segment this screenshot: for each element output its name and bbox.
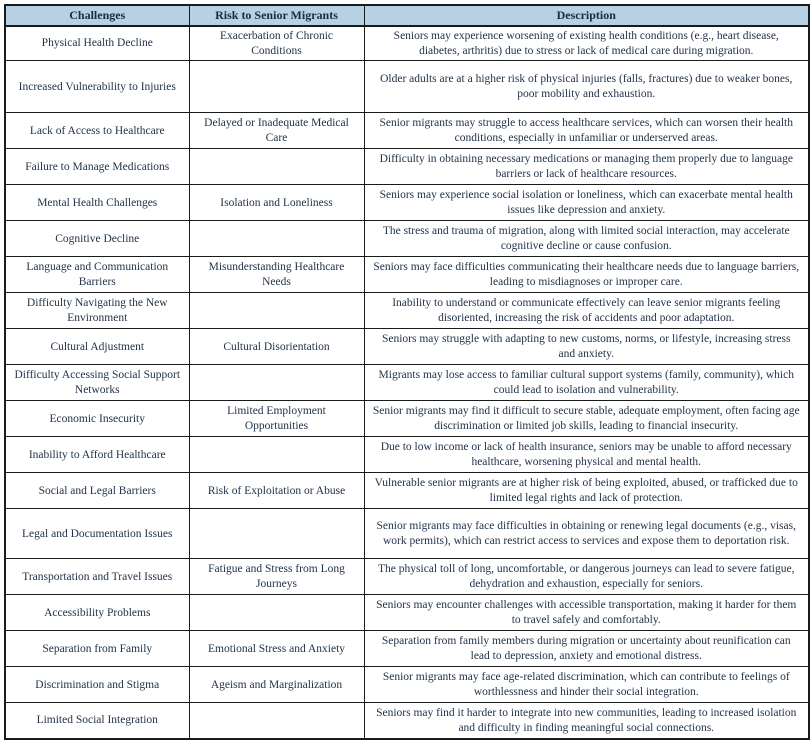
cell-risk bbox=[189, 149, 364, 185]
table-header bbox=[5, 5, 809, 26]
cell-challenge: Difficulty Navigating the New Environment bbox=[5, 293, 189, 329]
cell-description: Seniors may experience worsening of existing health conditions (e.g., heart disease, diabetes, arthritis) due to stress or lack of medical care during migration. bbox=[364, 26, 809, 61]
cell-challenge: Language and Communication Barriers bbox=[5, 257, 189, 293]
cell-description: Vulnerable senior migrants are at higher risk of being exploited, abused, or trafficked due to limited legal rights and lack of protection. bbox=[364, 473, 809, 509]
cell-challenge: Increased Vulnerability to Injuries bbox=[5, 61, 189, 113]
cell-risk: Delayed or Inadequate Medical Care bbox=[189, 113, 364, 149]
cell-description: Difficulty in obtaining necessary medications or managing them properly due to language barriers or lack of healthcare resources. bbox=[364, 149, 809, 185]
cell-description: Due to low income or lack of health insurance, seniors may be unable to afford necessary healthcare, worsening physical and mental health. bbox=[364, 437, 809, 473]
cell-risk bbox=[189, 61, 364, 113]
table-row bbox=[5, 61, 809, 113]
cell-risk: Cultural Disorientation bbox=[189, 329, 364, 365]
cell-challenge: Failure to Manage Medications bbox=[5, 149, 189, 185]
cell-description: Older adults are at a higher risk of physical injuries (falls, fractures) due to weaker bones, poor mobility and exhaustion. bbox=[364, 61, 809, 113]
cell-risk bbox=[189, 703, 364, 739]
table-row bbox=[5, 293, 809, 329]
cell-challenge: Inability to Afford Healthcare bbox=[5, 437, 189, 473]
cell-risk bbox=[189, 365, 364, 401]
cell-description: The stress and trauma of migration, along with limited social interaction, may accelerate cognitive decline or cause confusion. bbox=[364, 221, 809, 257]
table-row bbox=[5, 509, 809, 559]
header-description: Description bbox=[364, 5, 809, 26]
header-challenges: Challenges bbox=[5, 5, 189, 26]
cell-description: Seniors may struggle with adapting to new customs, norms, or lifestyle, increasing stress and anxiety. bbox=[364, 329, 809, 365]
cell-challenge: Mental Health Challenges bbox=[5, 185, 189, 221]
cell-challenge: Legal and Documentation Issues bbox=[5, 509, 189, 559]
table-row bbox=[5, 667, 809, 703]
table-row bbox=[5, 559, 809, 595]
header-row bbox=[5, 5, 809, 26]
cell-risk: Exacerbation of Chronic Conditions bbox=[189, 26, 364, 61]
header-risk: Risk to Senior Migrants bbox=[189, 5, 364, 26]
table-body bbox=[5, 26, 809, 739]
cell-challenge: Cultural Adjustment bbox=[5, 329, 189, 365]
table-row bbox=[5, 221, 809, 257]
cell-challenge: Economic Insecurity bbox=[5, 401, 189, 437]
table-row bbox=[5, 401, 809, 437]
cell-description: The physical toll of long, uncomfortable, or dangerous journeys can lead to severe fatigue, dehydration and exhaustion, especially for seniors. bbox=[364, 559, 809, 595]
cell-risk: Risk of Exploitation or Abuse bbox=[189, 473, 364, 509]
cell-risk: Isolation and Loneliness bbox=[189, 185, 364, 221]
cell-risk bbox=[189, 595, 364, 631]
cell-risk: Limited Employment Opportunities bbox=[189, 401, 364, 437]
table-row bbox=[5, 595, 809, 631]
cell-risk bbox=[189, 437, 364, 473]
table-row bbox=[5, 631, 809, 667]
cell-description: Seniors may encounter challenges with accessible transportation, making it harder for them to travel safely and comfortably. bbox=[364, 595, 809, 631]
table-row bbox=[5, 365, 809, 401]
cell-challenge: Discrimination and Stigma bbox=[5, 667, 189, 703]
cell-description: Seniors may find it harder to integrate into new communities, leading to increased isolation and difficulty in finding meaningful social connections. bbox=[364, 703, 809, 739]
cell-risk bbox=[189, 221, 364, 257]
cell-description: Senior migrants may face difficulties in obtaining or renewing legal documents (e.g., visas, work permits), which can restrict access to services and expose them to deportation risk. bbox=[364, 509, 809, 559]
cell-challenge: Separation from Family bbox=[5, 631, 189, 667]
table-row bbox=[5, 26, 809, 61]
table-row bbox=[5, 473, 809, 509]
cell-risk: Emotional Stress and Anxiety bbox=[189, 631, 364, 667]
cell-description: Inability to understand or communicate effectively can leave senior migrants feeling disoriented, increasing the risk of accidents and poor adaptation. bbox=[364, 293, 809, 329]
cell-risk bbox=[189, 509, 364, 559]
cell-risk: Ageism and Marginalization bbox=[189, 667, 364, 703]
table-row bbox=[5, 185, 809, 221]
cell-description: Senior migrants may find it difficult to secure stable, adequate employment, often facing age discrimination or limited job skills, leading to financial insecurity. bbox=[364, 401, 809, 437]
table-row bbox=[5, 257, 809, 293]
cell-challenge: Accessibility Problems bbox=[5, 595, 189, 631]
cell-risk: Misunderstanding Healthcare Needs bbox=[189, 257, 364, 293]
table-row bbox=[5, 437, 809, 473]
cell-challenge: Physical Health Decline bbox=[5, 26, 189, 61]
cell-risk: Fatigue and Stress from Long Journeys bbox=[189, 559, 364, 595]
cell-description: Separation from family members during migration or uncertainty about reunification can lead to depression, anxiety and emotional distress. bbox=[364, 631, 809, 667]
cell-risk bbox=[189, 293, 364, 329]
table-row bbox=[5, 149, 809, 185]
cell-description: Senior migrants may face age-related discrimination, which can contribute to feelings of worthlessness and hinder their social integration. bbox=[364, 667, 809, 703]
cell-description: Seniors may experience social isolation or loneliness, which can exacerbate mental health issues like depression and anxiety. bbox=[364, 185, 809, 221]
senior-migrant-risks-table bbox=[4, 4, 810, 740]
table-row bbox=[5, 329, 809, 365]
cell-challenge: Limited Social Integration bbox=[5, 703, 189, 739]
table-row bbox=[5, 703, 809, 739]
cell-challenge: Transportation and Travel Issues bbox=[5, 559, 189, 595]
table-row bbox=[5, 113, 809, 149]
cell-description: Seniors may face difficulties communicating their healthcare needs due to language barriers, leading to misdiagnoses or improper care. bbox=[364, 257, 809, 293]
cell-challenge: Social and Legal Barriers bbox=[5, 473, 189, 509]
cell-description: Senior migrants may struggle to access healthcare services, which can worsen their health conditions, especially in unfamiliar or underserved areas. bbox=[364, 113, 809, 149]
cell-challenge: Difficulty Accessing Social Support Networks bbox=[5, 365, 189, 401]
cell-description: Migrants may lose access to familiar cultural support systems (family, community), which could lead to isolation and vulnerability. bbox=[364, 365, 809, 401]
cell-challenge: Cognitive Decline bbox=[5, 221, 189, 257]
cell-challenge: Lack of Access to Healthcare bbox=[5, 113, 189, 149]
